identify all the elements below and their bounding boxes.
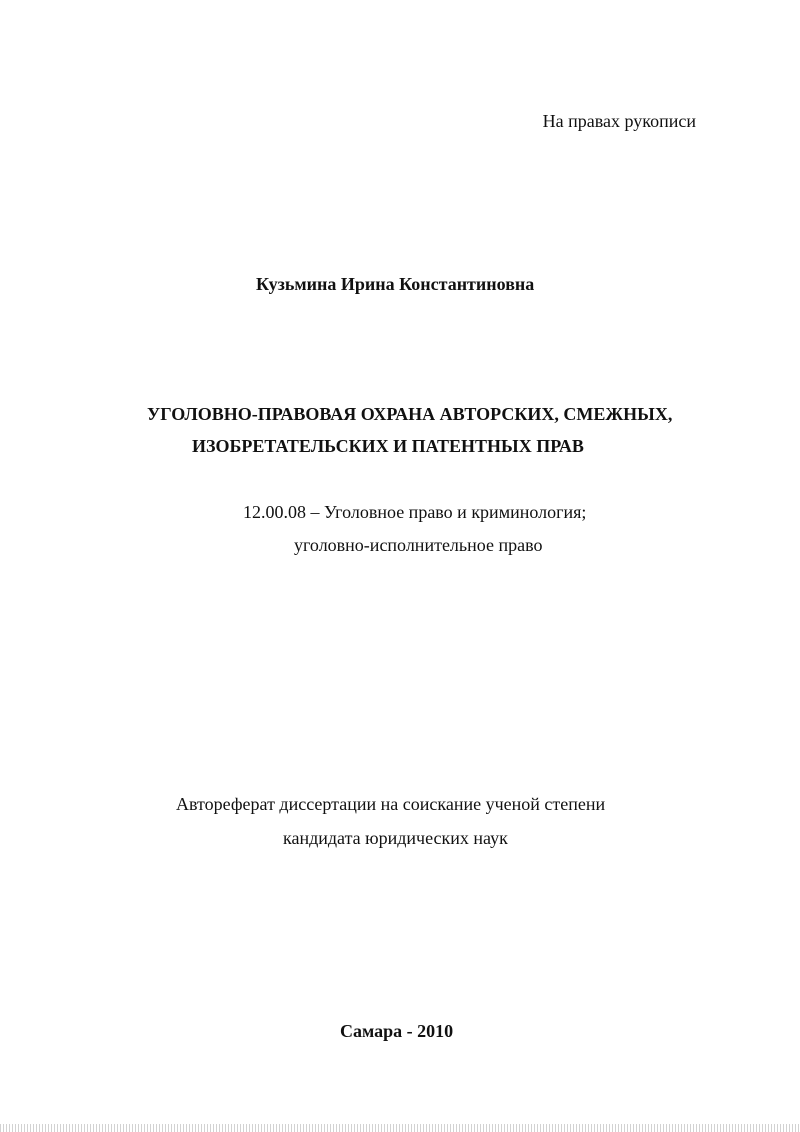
- document-type-line-2: кандидата юридических наук: [283, 828, 508, 848]
- specialty-code-line-1: 12.00.08 – Уголовное право и криминология;: [243, 502, 587, 522]
- document-type-line-1: Автореферат диссертации на соискание ученой степени: [176, 794, 606, 814]
- dissertation-title-line-1: УГОЛОВНО-ПРАВОВАЯ ОХРАНА АВТОРСКИХ, СМЕЖНЫХ,: [147, 404, 673, 424]
- author-name: Кузьмина Ирина Константиновна: [256, 274, 535, 294]
- specialty-code-line-2: уголовно-исполнительное право: [294, 535, 543, 555]
- place-and-year: Самара - 2010: [340, 1021, 454, 1041]
- scan-bottom-edge: [0, 1124, 800, 1132]
- dissertation-title-line-2: ИЗОБРЕТАТЕЛЬСКИХ И ПАТЕНТНЫХ ПРАВ: [192, 436, 584, 456]
- manuscript-rights-note: На правах рукописи: [542, 111, 696, 131]
